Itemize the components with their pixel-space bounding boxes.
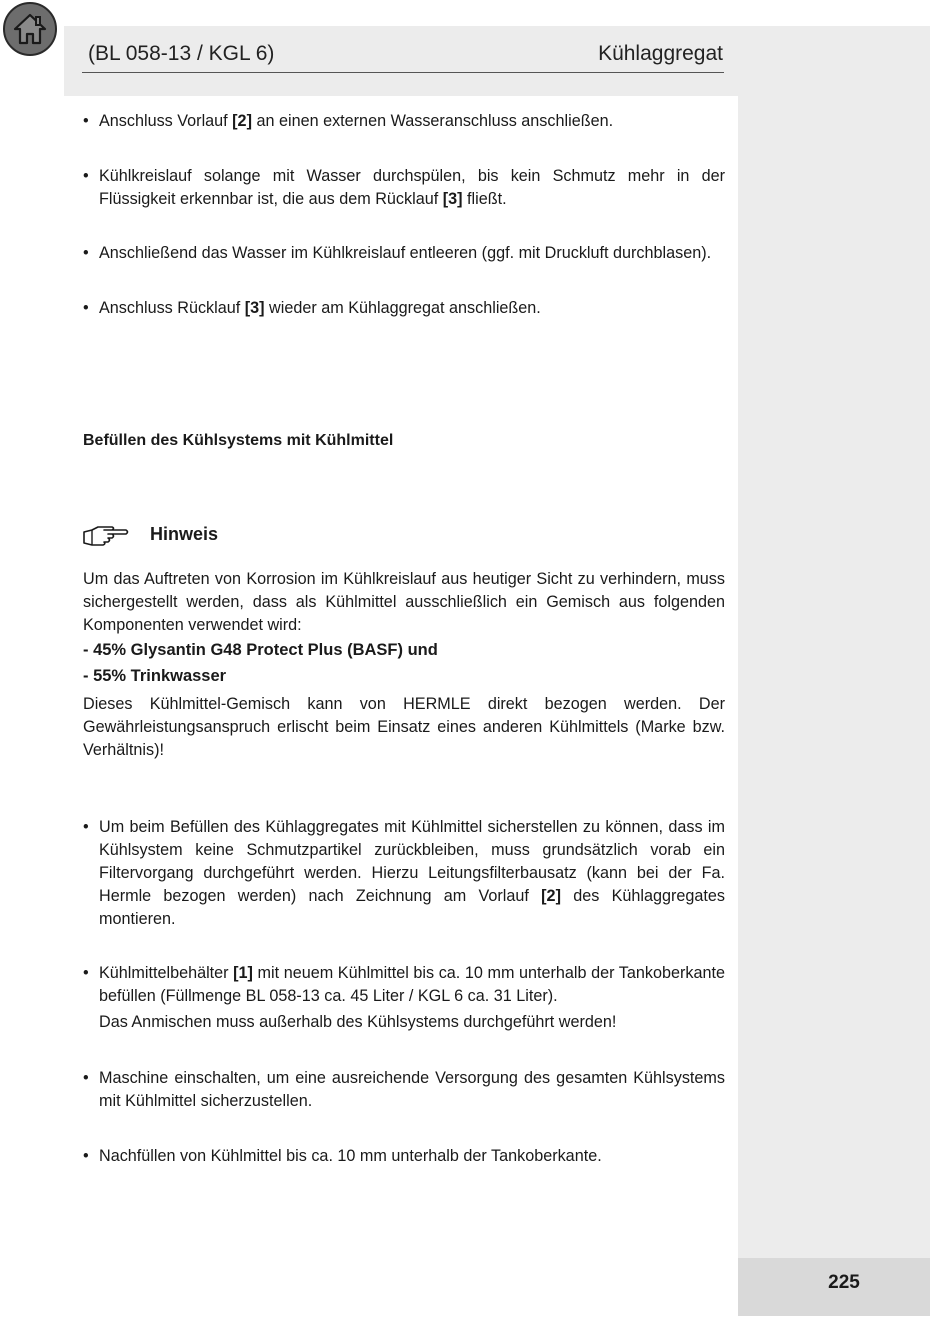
list-item [83, 962, 725, 1034]
reference-label: [1] [233, 964, 253, 982]
bullet-marker: • [83, 1069, 89, 1087]
margin-band [738, 26, 930, 1316]
section-title: Befüllen des Kühlsystems mit Kühlmittel [83, 432, 394, 449]
home-icon [12, 11, 48, 47]
list-item [83, 816, 725, 931]
reference-label: [2] [541, 887, 561, 905]
list-item [83, 1067, 725, 1113]
reference-label: [3] [442, 190, 463, 208]
list-item [83, 297, 725, 320]
list-item-text: wieder am Kühlaggregat anschließen. [264, 299, 541, 317]
list-item-text: Anschluss Vorlauf [99, 112, 233, 130]
list-item-text: des Kühlaggregates montieren. [99, 887, 725, 928]
chapter-title: Kühlaggregat [598, 42, 723, 65]
bullet-marker: • [83, 1147, 89, 1165]
list-item-text: Kühlmittelbehälter [99, 964, 234, 982]
list-item-text: Anschließend das Wasser im Kühlkreislauf entleeren (ggf. mit Druckluft durchblasen). [99, 244, 712, 262]
note-title: Hinweis [150, 524, 219, 544]
note-outro: Dieses Kühlmittel-Gemisch kann von HERMLE direkt bezogen werden. Der Gewährleistungsanspruch erlischt beim Einsatz eines anderen Kühlmittels (Marke bzw. Verhältnis)! [83, 695, 725, 759]
list-item-text: Maschine einschalten, um eine ausreichende Versorgung des gesamten Kühlsystems mit Kühlmittel sicherzustellen. [99, 1069, 725, 1110]
list-item-text: Anschluss Rücklauf [99, 299, 245, 317]
list-item [83, 1145, 725, 1168]
page-number: 225 [828, 1272, 860, 1293]
list-item-text: an einen externen Wasseranschluss anschließen. [251, 112, 614, 130]
header-divider [82, 72, 724, 73]
list-item [83, 110, 725, 133]
note-intro: Um das Auftreten von Korrosion im Kühlkreislauf aus heutiger Sicht zu verhindern, muss sichergestellt werden, dass als Kühlmittel ausschließlich ein Gemisch aus folgenden Komponenten verwendet wird: [83, 570, 725, 634]
bullet-marker: • [83, 818, 89, 836]
list-item-text: mit neuem Kühlmittel bis ca. 10 mm unterhalb der Tankoberkante befüllen (Füllmenge BL 058-13 ca. 45 Liter / KGL 6 ca. 31 Liter). [99, 964, 725, 1005]
list-item-text: Um beim Befüllen des Kühlaggregates mit Kühlmittel sicherstellen zu können, dass im Kühlsystem keine Schmutzpartikel zurückbleiben, muss grundsätzlich vorab ein Filtervorgang durchgeführt werden. Hierzu Leitungsfilterbausatz (kann bei der Fa. Hermle bezogen werden) nach Zeichnung am Vorlauf [99, 818, 725, 905]
list-item-note: Das Anmischen muss außerhalb des Kühlsystems durchgeführt werden! [99, 1013, 617, 1031]
reference-label: [3] [244, 299, 265, 317]
list-item-text: Nachfüllen von Kühlmittel bis ca. 10 mm unterhalb der Tankoberkante. [99, 1147, 602, 1165]
list-item-text: Kühlkreislauf solange mit Wasser durchspülen, bis kein Schmutz mehr in der Flüssigkeit erkennbar ist, die aus dem Rücklauf [99, 167, 725, 208]
bullet-marker: • [83, 244, 89, 262]
bullet-marker: • [83, 167, 89, 185]
home-button[interactable] [3, 2, 57, 56]
bullet-marker: • [83, 964, 89, 982]
coolant-component: - 55% Trinkwasser [83, 667, 227, 685]
document-code: (BL 058-13 / KGL 6) [88, 42, 275, 65]
coolant-component: - 45% Glysantin G48 Protect Plus (BASF) und [83, 641, 438, 659]
list-item-text: fließt. [462, 190, 507, 208]
reference-label: [2] [232, 112, 252, 130]
list-item [83, 242, 725, 265]
list-item [83, 165, 725, 211]
bullet-marker: • [83, 299, 89, 317]
bullet-marker: • [83, 112, 89, 130]
pointing-hand-icon [82, 524, 130, 548]
